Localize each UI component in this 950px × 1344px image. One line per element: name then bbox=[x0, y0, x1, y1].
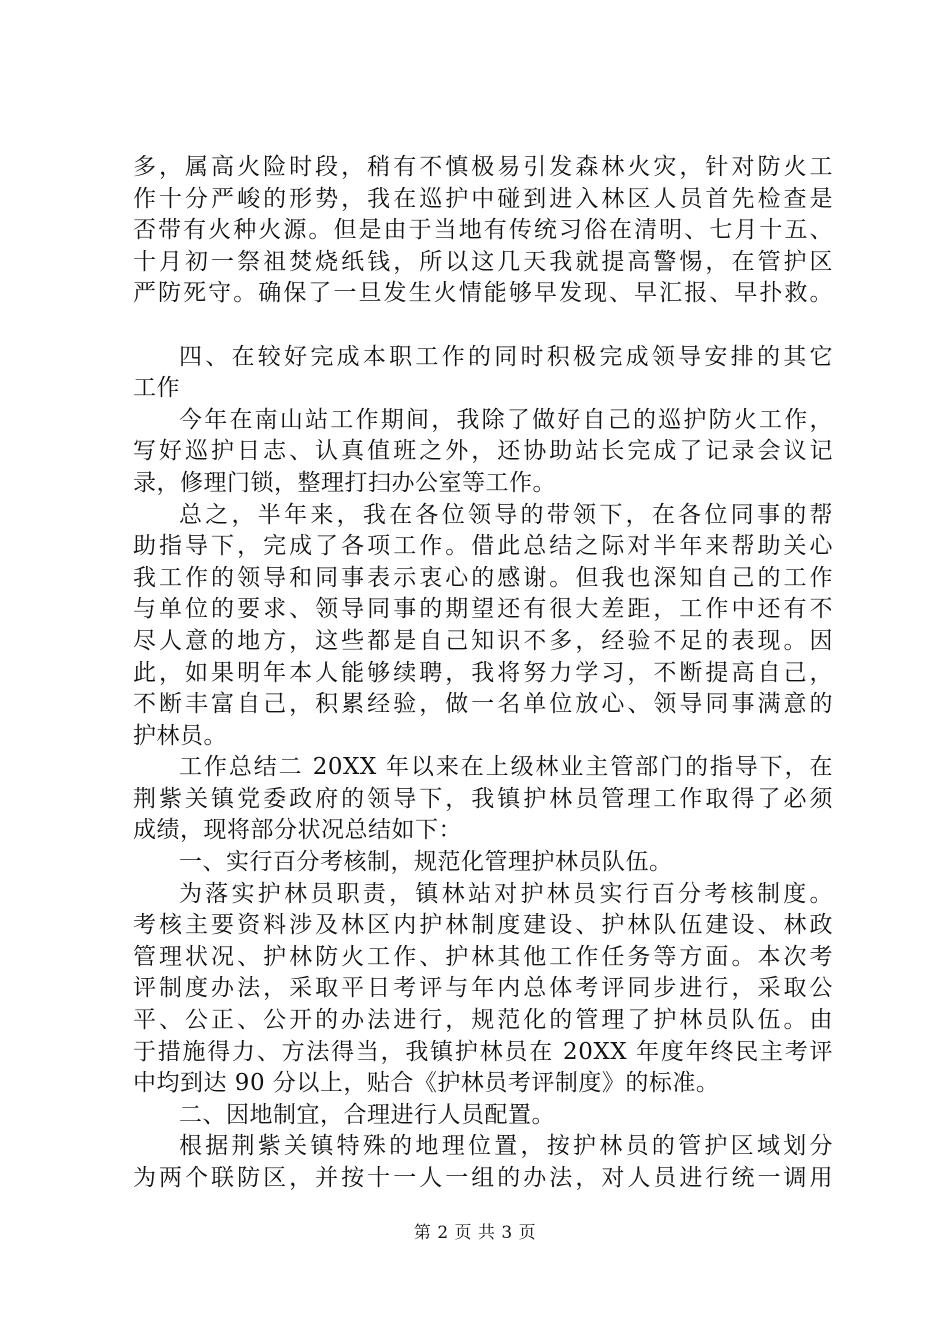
text-line: 此，如果明年本人能够续聘，我将努力学习，不断提高自己， bbox=[133, 659, 833, 686]
paragraph-gap bbox=[133, 310, 833, 342]
text-line: 工作总结二 20XX 年以来在上级林业主管部门的指导下，在 bbox=[179, 754, 833, 781]
text-line: 与单位的要求、领导同事的期望还有很大差距，工作中还有不 bbox=[133, 596, 833, 623]
document-body bbox=[133, 152, 833, 1195]
text-line: 十月初一祭祖焚烧纸钱，所以这几天我就提高警惕，在管护区 bbox=[133, 248, 833, 275]
text-line: 成绩，现将部分状况总结如下： bbox=[133, 817, 462, 844]
text-line: 严防死守。确保了一旦发生火情能够早发现、早汇报、早扑救。 bbox=[133, 280, 833, 307]
text-line: 中均到达 90 分以上，贴合《护林员考评制度》的标准。 bbox=[133, 1070, 720, 1097]
text-line: 总之，半年来，我在各位领导的带领下，在各位同事的帮 bbox=[179, 501, 833, 528]
text-line: 不断丰富自己，积累经验，做一名单位放心、领导同事满意的 bbox=[133, 691, 833, 718]
section-heading: 二、因地制宜，合理进行人员配置。 bbox=[179, 1101, 555, 1128]
text-line: 护林员。 bbox=[133, 722, 227, 749]
text-line: 平、公正、公开的办法进行，规范化的管理了护林员队伍。由 bbox=[133, 1007, 833, 1034]
text-line: 根据荆紫关镇特殊的地理位置，按护林员的管护区域划分 bbox=[179, 1133, 833, 1160]
text-line: 为落实护林员职责，镇林站对护林员实行百分考核制度。 bbox=[179, 880, 833, 907]
section-heading: 四、在较好完成本职工作的同时积极完成领导安排的其它 bbox=[179, 343, 833, 370]
text-line: 于措施得力、方法得当，我镇护林员在 20XX 年度年终民主考评 bbox=[133, 1038, 833, 1065]
text-line: 评制度办法，采取平日考评与年内总体考评同步进行，采取公 bbox=[133, 975, 833, 1002]
text-line: 荆紫关镇党委政府的领导下，我镇护林员管理工作取得了必须 bbox=[133, 785, 833, 812]
text-line: 考核主要资料涉及林区内护林制度建设、护林队伍建设、林政 bbox=[133, 912, 833, 939]
text-line: 今年在南山站工作期间，我除了做好自己的巡护防火工作， bbox=[179, 406, 833, 433]
text-line: 为两个联防区，并按十一人一组的办法，对人员进行统一调用 bbox=[133, 1165, 833, 1191]
text-line: 写好巡护日志、认真值班之外，还协助站长完成了记录会议记 bbox=[133, 438, 833, 465]
section-heading: 一、实行百分考核制，规范化管理护林员队伍。 bbox=[179, 849, 673, 876]
page-number-footer: 第 2 页 共 3 页 bbox=[413, 1223, 537, 1243]
text-line: 否带有火种火源。但是由于当地有传统习俗在清明、七月十五、 bbox=[133, 217, 833, 244]
text-line: 助指导下，完成了各项工作。借此总结之际对半年来帮助关心 bbox=[133, 533, 833, 560]
section-heading-continuation: 工作 bbox=[133, 375, 180, 402]
text-line: 我工作的领导和同事表示衷心的感谢。但我也深知自己的工作 bbox=[133, 564, 833, 591]
text-line: 管理状况、护林防火工作、护林其他工作任务等方面。本次考 bbox=[133, 943, 833, 970]
text-line: 尽人意的地方，这些都是自己知识不多，经验不足的表现。因 bbox=[133, 627, 833, 654]
text-line: 录，修理门锁，整理打扫办公室等工作。 bbox=[133, 469, 556, 496]
text-line: 多，属高火险时段，稍有不慎极易引发森林火灾，针对防火工 bbox=[133, 154, 833, 180]
text-line: 作十分严峻的形势，我在巡护中碰到进入林区人员首先检查是 bbox=[133, 185, 833, 212]
